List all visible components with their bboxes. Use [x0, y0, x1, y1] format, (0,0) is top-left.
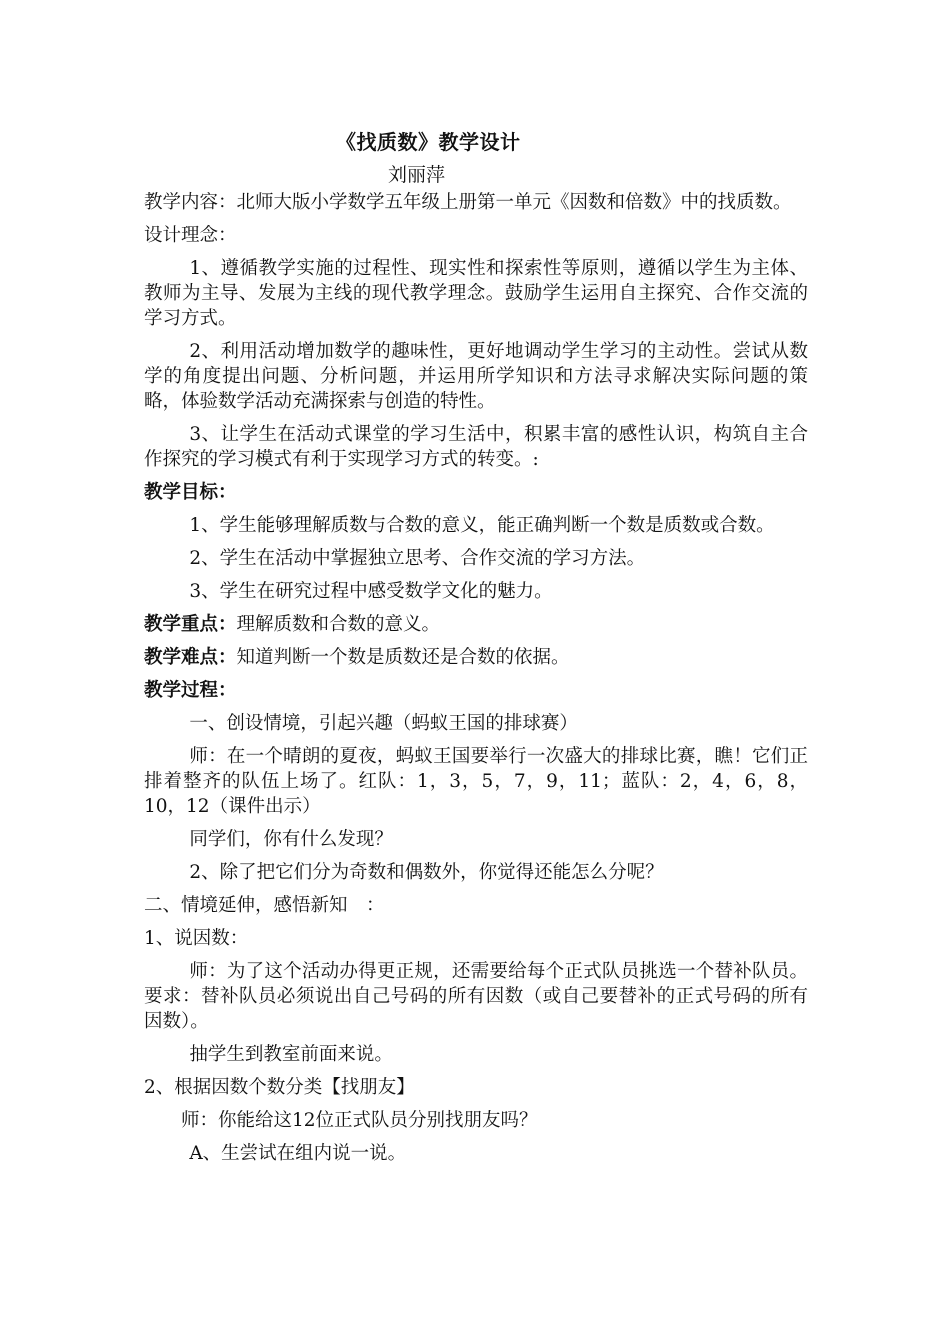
- process-step-3: 同学们，你有什么发现？: [189, 829, 393, 850]
- process-step-11: A、生尝试在组内说一说。: [189, 1143, 407, 1164]
- process-step-4: 2、除了把它们分为奇数和偶数外，你觉得还能怎么分呢？: [189, 862, 664, 883]
- teaching-content-text: 北师大版小学数学五年级上册第一单元《因数和倍数》中的找质数。: [236, 192, 792, 213]
- teaching-goal-2: 2、学生在活动中掌握独立思考、合作交流的学习方法。: [189, 548, 646, 569]
- process-step-2: 师：在一个晴朗的夏夜，蚂蚁王国要举行一次盛大的排球比赛，瞧！它们正排着整齐的队伍上场了。红队：1，3，5，7，9，11；蓝队：2，4，6，8，10，12（课件出示）: [144, 746, 808, 817]
- process-step-5: 二、情境延伸，感悟新知 ：: [144, 895, 385, 916]
- author-name: 刘丽萍: [388, 164, 446, 186]
- design-concept-3: 3、让学生在活动式课堂的学习生活中，积累丰富的感性认识，构筑自主合作探究的学习模式有利于实现学习方式的转变。:: [144, 424, 808, 470]
- process-step-8: 抽学生到教室前面来说。: [189, 1044, 393, 1065]
- teaching-key-point: [144, 612, 808, 637]
- teaching-content: [144, 190, 808, 215]
- teaching-difficulty: [144, 645, 808, 670]
- teaching-goal-label: 教学目标：: [144, 482, 237, 503]
- teaching-difficulty-label: 教学难点：: [144, 647, 237, 668]
- design-concept-1: 1、遵循教学实施的过程性、现实性和探索性等原则，遵循以学生为主体、教师为主导、发展为主线的现代教学理念。鼓励学生运用自主探究、合作交流的学习方式。: [144, 258, 808, 329]
- teaching-goal-3: 3、学生在研究过程中感受数学文化的魅力。: [189, 581, 553, 602]
- teaching-key-label: 教学重点：: [144, 614, 237, 635]
- process-step-1: 一、创设情境，引起兴趣（蚂蚁王国的排球赛）: [189, 713, 578, 734]
- process-step-9: 2、根据因数个数分类【找朋友】: [144, 1077, 415, 1098]
- process-step-10: 师：你能给这12位正式队员分别找朋友吗？: [181, 1110, 538, 1131]
- process-step-6: 1、说因数：: [144, 928, 249, 949]
- teaching-difficulty-text: 知道判断一个数是质数还是合数的依据。: [236, 647, 570, 668]
- teaching-content-label: 教学内容：: [144, 192, 237, 213]
- teaching-goal-1: 1、学生能够理解质数与合数的意义，能正确判断一个数是质数或合数。: [189, 515, 775, 536]
- design-concept-2: 2、利用活动增加数学的趣味性，更好地调动学生学习的主动性。尝试从数学的角度提出问题、分析问题，并运用所学知识和方法寻求解决实际问题的策略，体验数学活动充满探索与创造的特性。: [144, 341, 808, 412]
- document-title: 《找质数》教学设计: [336, 130, 521, 154]
- teaching-key-text: 理解质数和合数的意义。: [236, 614, 441, 635]
- document-body: [144, 190, 808, 1166]
- process-step-7: 师：为了这个活动办得更正规，还需要给每个正式队员挑选一个替补队员。要求：替补队员必须说出自己号码的所有因数（或自己要替补的正式号码的所有因数）。: [144, 961, 808, 1032]
- teaching-process-label: 教学过程：: [144, 680, 237, 701]
- design-concept-label: 设计理念：: [144, 225, 237, 246]
